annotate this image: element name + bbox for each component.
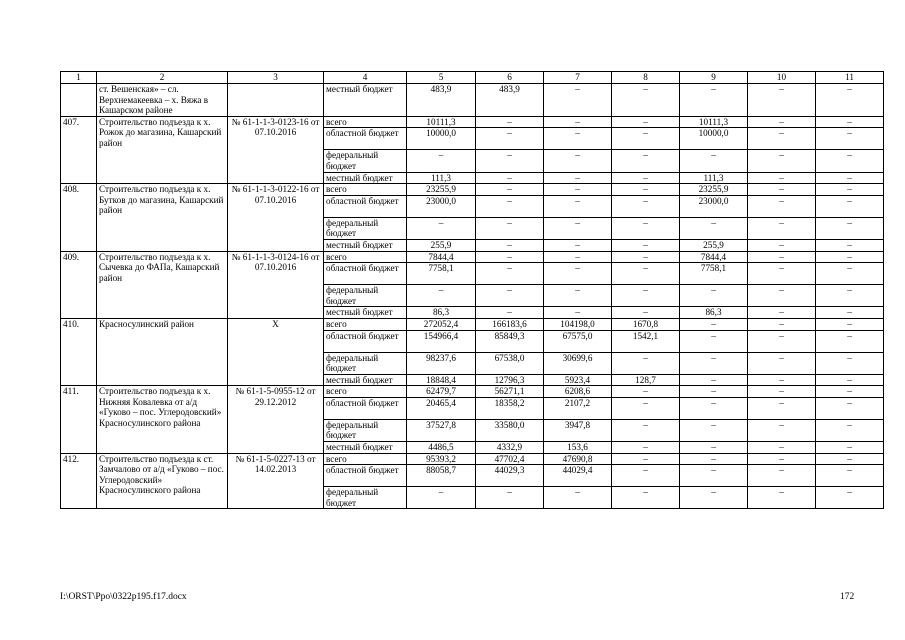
amount-cell: 483,9: [476, 84, 544, 117]
amount-cell: –: [612, 128, 680, 150]
amount-cell: 4332,9: [476, 442, 544, 454]
row-number: 409.: [61, 251, 97, 318]
funding-source: областной бюджет: [324, 195, 407, 217]
document-reference: № 61-1-1-3-0123-16 от 07.10.2016: [228, 116, 324, 183]
row-number: 407.: [61, 116, 97, 183]
amount-cell: –: [680, 386, 748, 398]
amount-cell: –: [476, 263, 544, 285]
amount-cell: –: [748, 465, 816, 487]
column-header: 4: [324, 72, 407, 84]
amount-cell: –: [816, 374, 884, 386]
amount-cell: –: [748, 150, 816, 172]
amount-cell: –: [748, 263, 816, 285]
amount-cell: –: [680, 318, 748, 330]
funding-source: всего: [324, 116, 407, 128]
amount-cell: –: [612, 442, 680, 454]
amount-cell: 12796,3: [476, 374, 544, 386]
amount-cell: –: [680, 419, 748, 441]
amount-cell: –: [816, 285, 884, 307]
document-reference: № 61-1-1-3-0124-16 от 07.10.2016: [228, 251, 324, 318]
amount-cell: –: [612, 263, 680, 285]
amount-cell: –: [748, 453, 816, 465]
amount-cell: –: [407, 150, 476, 172]
amount-cell: –: [816, 128, 884, 150]
amount-cell: 44029,4: [544, 465, 612, 487]
document-reference: № 61-1-5-0955-12 от 29.12.2012: [228, 386, 324, 453]
table-row: [61, 184, 884, 196]
amount-cell: –: [612, 116, 680, 128]
amount-cell: 23000,0: [407, 195, 476, 217]
amount-cell: –: [612, 195, 680, 217]
amount-cell: –: [748, 352, 816, 374]
amount-cell: –: [816, 307, 884, 319]
amount-cell: 30699,6: [544, 352, 612, 374]
amount-cell: –: [407, 487, 476, 509]
page-number: 172: [840, 592, 855, 602]
amount-cell: –: [816, 239, 884, 251]
funding-source: федеральный бюджет: [324, 352, 407, 374]
amount-cell: 33580,0: [476, 419, 544, 441]
amount-cell: –: [816, 465, 884, 487]
amount-cell: –: [816, 397, 884, 419]
funding-source: областной бюджет: [324, 397, 407, 419]
amount-cell: –: [612, 172, 680, 184]
amount-cell: 47690,8: [544, 453, 612, 465]
amount-cell: –: [816, 386, 884, 398]
funding-source: местный бюджет: [324, 172, 407, 184]
column-header: 7: [544, 72, 612, 84]
amount-cell: –: [476, 172, 544, 184]
budget-table: [60, 71, 884, 509]
funding-source: местный бюджет: [324, 442, 407, 454]
amount-cell: –: [748, 239, 816, 251]
funding-source: областной бюджет: [324, 465, 407, 487]
amount-cell: –: [680, 442, 748, 454]
amount-cell: –: [816, 453, 884, 465]
amount-cell: 23000,0: [680, 195, 748, 217]
amount-cell: –: [612, 419, 680, 441]
amount-cell: –: [680, 217, 748, 239]
amount-cell: –: [544, 195, 612, 217]
amount-cell: 4486,5: [407, 442, 476, 454]
funding-source: местный бюджет: [324, 84, 407, 117]
amount-cell: 10000,0: [407, 128, 476, 150]
row-number: 411.: [61, 386, 97, 453]
amount-cell: –: [748, 172, 816, 184]
amount-cell: 1542,1: [612, 330, 680, 352]
row-number: 408.: [61, 184, 97, 251]
amount-cell: –: [680, 84, 748, 117]
amount-cell: 104198,0: [544, 318, 612, 330]
amount-cell: –: [748, 195, 816, 217]
amount-cell: –: [612, 285, 680, 307]
amount-cell: –: [612, 386, 680, 398]
amount-cell: –: [544, 307, 612, 319]
amount-cell: –: [680, 487, 748, 509]
amount-cell: –: [476, 184, 544, 196]
document-reference: № 61-1-5-0227-13 от 14.02.2013: [228, 453, 324, 509]
amount-cell: –: [612, 251, 680, 263]
amount-cell: –: [680, 285, 748, 307]
amount-cell: –: [544, 128, 612, 150]
funding-source: областной бюджет: [324, 330, 407, 352]
amount-cell: –: [816, 116, 884, 128]
funding-source: всего: [324, 251, 407, 263]
amount-cell: –: [612, 487, 680, 509]
amount-cell: 18848,4: [407, 374, 476, 386]
row-number: [61, 84, 97, 117]
amount-cell: –: [816, 251, 884, 263]
amount-cell: 23255,9: [407, 184, 476, 196]
amount-cell: –: [748, 116, 816, 128]
amount-cell: 7758,1: [680, 263, 748, 285]
amount-cell: –: [612, 184, 680, 196]
amount-cell: 86,3: [680, 307, 748, 319]
amount-cell: –: [476, 150, 544, 172]
table-row: [61, 116, 884, 128]
amount-cell: –: [680, 453, 748, 465]
object-name: Строительство подъезда к х. Сычевка до ФАПа, Кашарский район: [97, 251, 228, 318]
amount-cell: –: [748, 285, 816, 307]
column-header: 3: [228, 72, 324, 84]
amount-cell: 23255,9: [680, 184, 748, 196]
amount-cell: 47702,4: [476, 453, 544, 465]
amount-cell: –: [748, 419, 816, 441]
amount-cell: –: [612, 217, 680, 239]
amount-cell: 56271,1: [476, 386, 544, 398]
amount-cell: –: [816, 172, 884, 184]
amount-cell: –: [612, 239, 680, 251]
amount-cell: 95393,2: [407, 453, 476, 465]
amount-cell: –: [612, 150, 680, 172]
amount-cell: –: [816, 330, 884, 352]
amount-cell: 111,3: [680, 172, 748, 184]
amount-cell: 3947,8: [544, 419, 612, 441]
amount-cell: 7844,4: [680, 251, 748, 263]
amount-cell: –: [816, 487, 884, 509]
amount-cell: 67538,0: [476, 352, 544, 374]
document-reference: X: [228, 318, 324, 385]
funding-source: федеральный бюджет: [324, 150, 407, 172]
column-header: 9: [680, 72, 748, 84]
amount-cell: 20465,4: [407, 397, 476, 419]
amount-cell: 62479,7: [407, 386, 476, 398]
column-header: 2: [97, 72, 228, 84]
amount-cell: –: [544, 263, 612, 285]
amount-cell: –: [816, 442, 884, 454]
amount-cell: 166183,6: [476, 318, 544, 330]
table-row: [61, 251, 884, 263]
amount-cell: –: [816, 84, 884, 117]
amount-cell: 128,7: [612, 374, 680, 386]
amount-cell: 10111,3: [407, 116, 476, 128]
amount-cell: 483,9: [407, 84, 476, 117]
funding-source: всего: [324, 184, 407, 196]
table-row: [61, 318, 884, 330]
amount-cell: –: [476, 217, 544, 239]
amount-cell: –: [748, 307, 816, 319]
amount-cell: –: [816, 263, 884, 285]
amount-cell: 98237,6: [407, 352, 476, 374]
amount-cell: 7758,1: [407, 263, 476, 285]
amount-cell: –: [748, 318, 816, 330]
amount-cell: –: [748, 184, 816, 196]
amount-cell: –: [544, 150, 612, 172]
object-name: Красносулинский район: [97, 318, 228, 385]
amount-cell: –: [612, 397, 680, 419]
amount-cell: –: [680, 352, 748, 374]
amount-cell: 37527,8: [407, 419, 476, 441]
amount-cell: –: [544, 285, 612, 307]
object-name: Строительство подъезда к х. Нижняя Ковалевка от а/д «Гуково – пос. Углеродовский» Красносулинского района: [97, 386, 228, 453]
row-number: 412.: [61, 453, 97, 509]
amount-cell: –: [476, 239, 544, 251]
amount-cell: –: [544, 217, 612, 239]
amount-cell: –: [544, 172, 612, 184]
amount-cell: 6208,6: [544, 386, 612, 398]
table-row: [61, 84, 884, 117]
amount-cell: 7844,4: [407, 251, 476, 263]
amount-cell: –: [612, 453, 680, 465]
amount-cell: –: [680, 150, 748, 172]
amount-cell: 44029,3: [476, 465, 544, 487]
amount-cell: –: [407, 217, 476, 239]
funding-source: местный бюджет: [324, 374, 407, 386]
object-name: ст. Вешенская» – сл. Верхнемакеевка – х. Вяжа в Кашарском районе: [97, 84, 228, 117]
amount-cell: –: [544, 251, 612, 263]
amount-cell: 2107,2: [544, 397, 612, 419]
column-header: 11: [816, 72, 884, 84]
amount-cell: 88058,7: [407, 465, 476, 487]
amount-cell: –: [476, 251, 544, 263]
amount-cell: 255,9: [680, 239, 748, 251]
column-header: 5: [407, 72, 476, 84]
amount-cell: –: [680, 374, 748, 386]
object-name: Строительство подъезда к ст. Замчалово от а/д «Гуково – пос. Углеродовский» Красносулинского района: [97, 453, 228, 509]
row-number: 410.: [61, 318, 97, 385]
table-row: [61, 386, 884, 398]
amount-cell: –: [816, 419, 884, 441]
funding-source: областной бюджет: [324, 128, 407, 150]
amount-cell: –: [544, 239, 612, 251]
column-header: 10: [748, 72, 816, 84]
funding-source: федеральный бюджет: [324, 285, 407, 307]
document-reference: [228, 84, 324, 117]
amount-cell: –: [748, 251, 816, 263]
funding-source: федеральный бюджет: [324, 217, 407, 239]
table-body: [61, 84, 884, 509]
amount-cell: –: [544, 84, 612, 117]
amount-cell: 111,3: [407, 172, 476, 184]
amount-cell: –: [748, 386, 816, 398]
amount-cell: –: [476, 307, 544, 319]
amount-cell: 1670,8: [612, 318, 680, 330]
amount-cell: –: [680, 397, 748, 419]
funding-source: федеральный бюджет: [324, 487, 407, 509]
amount-cell: 86,3: [407, 307, 476, 319]
amount-cell: 255,9: [407, 239, 476, 251]
amount-cell: –: [407, 285, 476, 307]
footer-file-path: I:\ORST\Ppo\0322p195.f17.docx: [60, 592, 187, 602]
funding-source: всего: [324, 318, 407, 330]
amount-cell: –: [748, 397, 816, 419]
amount-cell: 272052,4: [407, 318, 476, 330]
amount-cell: –: [544, 487, 612, 509]
document-reference: № 61-1-1-3-0122-16 от 07.10.2016: [228, 184, 324, 251]
amount-cell: –: [816, 352, 884, 374]
amount-cell: 154966,4: [407, 330, 476, 352]
amount-cell: 18358,2: [476, 397, 544, 419]
amount-cell: –: [544, 184, 612, 196]
amount-cell: –: [816, 217, 884, 239]
column-header: 1: [61, 72, 97, 84]
amount-cell: –: [612, 352, 680, 374]
amount-cell: –: [612, 465, 680, 487]
amount-cell: –: [476, 116, 544, 128]
funding-source: всего: [324, 453, 407, 465]
amount-cell: –: [476, 195, 544, 217]
column-header: 6: [476, 72, 544, 84]
amount-cell: 5923,4: [544, 374, 612, 386]
amount-cell: –: [680, 465, 748, 487]
amount-cell: –: [476, 285, 544, 307]
amount-cell: –: [748, 330, 816, 352]
funding-source: федеральный бюджет: [324, 419, 407, 441]
amount-cell: –: [612, 84, 680, 117]
amount-cell: –: [816, 184, 884, 196]
amount-cell: –: [748, 442, 816, 454]
amount-cell: 10111,3: [680, 116, 748, 128]
amount-cell: –: [748, 84, 816, 117]
amount-cell: –: [748, 217, 816, 239]
amount-cell: –: [816, 318, 884, 330]
amount-cell: 67575,0: [544, 330, 612, 352]
funding-source: местный бюджет: [324, 239, 407, 251]
funding-source: всего: [324, 386, 407, 398]
amount-cell: –: [748, 487, 816, 509]
amount-cell: –: [612, 307, 680, 319]
amount-cell: –: [816, 195, 884, 217]
amount-cell: –: [748, 128, 816, 150]
funding-source: областной бюджет: [324, 263, 407, 285]
amount-cell: 153,6: [544, 442, 612, 454]
amount-cell: –: [816, 150, 884, 172]
column-header: 8: [612, 72, 680, 84]
amount-cell: –: [544, 116, 612, 128]
amount-cell: –: [680, 330, 748, 352]
funding-source: местный бюджет: [324, 307, 407, 319]
object-name: Строительство подъезда к х. Рожок до магазина, Кашарский район: [97, 116, 228, 183]
amount-cell: –: [476, 128, 544, 150]
table-row: [61, 453, 884, 465]
amount-cell: 85849,3: [476, 330, 544, 352]
amount-cell: 10000,0: [680, 128, 748, 150]
amount-cell: –: [476, 487, 544, 509]
object-name: Строительство подъезда к х. Бутков до магазина, Кашарский район: [97, 184, 228, 251]
header-row: [61, 72, 884, 84]
amount-cell: –: [748, 374, 816, 386]
